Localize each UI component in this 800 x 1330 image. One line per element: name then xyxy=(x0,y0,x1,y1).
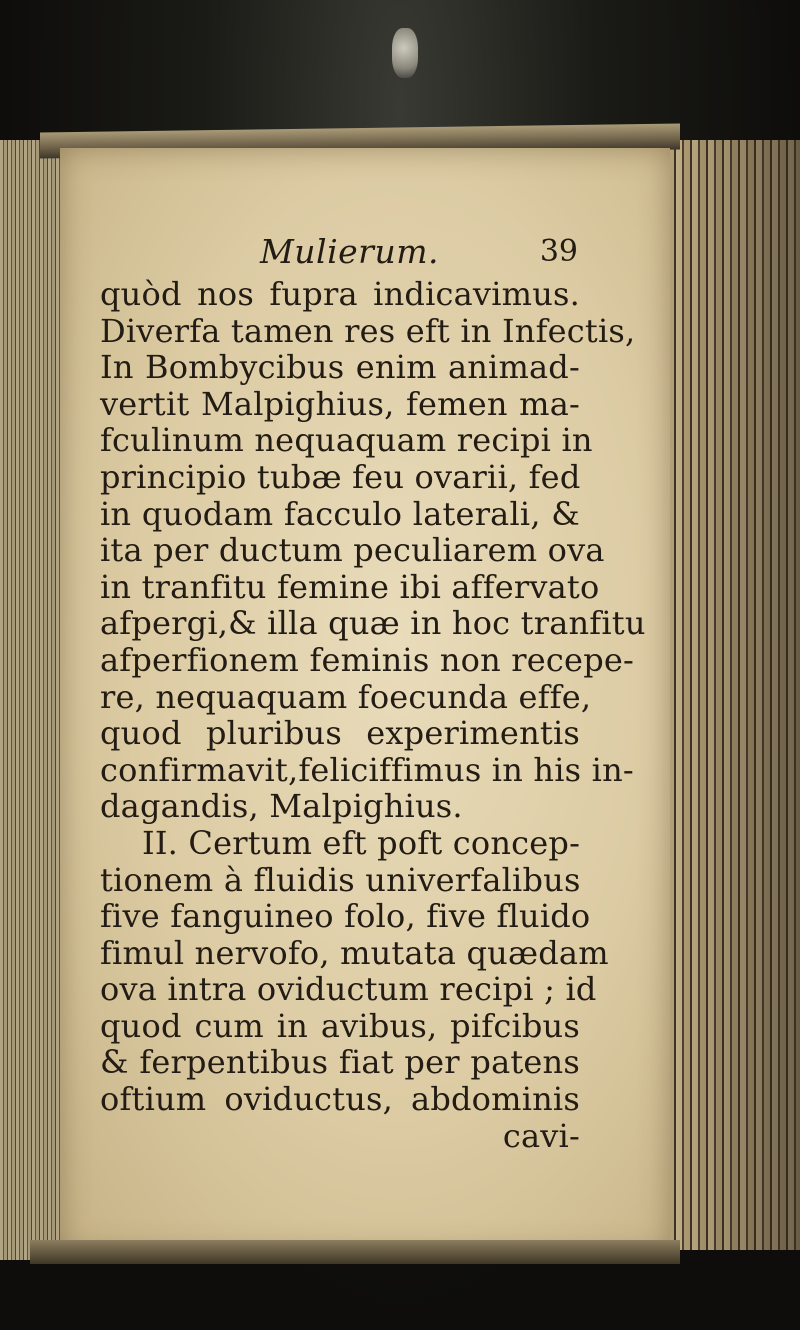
text-line: & ferpentibus fiat per patens xyxy=(100,1043,580,1082)
text-line: re, nequaquam foecunda effe, xyxy=(100,677,592,716)
running-head: Mulierum. xyxy=(260,232,439,271)
page-header xyxy=(100,232,580,272)
text-line: quod cum in avibus, pifcibus xyxy=(100,1006,580,1045)
text-line: fculinum nequaquam recipi in xyxy=(100,421,593,460)
text-line: principio tubæ feu ovarii, fed xyxy=(100,457,581,496)
text-line: oftium oviductus, abdominis xyxy=(100,1080,580,1119)
text-line: five fanguineo folo, five fluido xyxy=(100,897,591,936)
page-text xyxy=(100,232,646,1155)
text-line: in quodam facculo laterali, & xyxy=(100,494,580,533)
text-line: afperfionem feminis non recepe- xyxy=(100,640,635,679)
text-line: ita per ductum peculiarem ova xyxy=(100,531,605,570)
text-line: Diverfa tamen res eft in Infectis, xyxy=(100,311,636,350)
text-line: fimul nervofo, mutata quædam xyxy=(100,933,609,972)
book-clip xyxy=(392,28,418,78)
text-line: quod pluribus experimentis xyxy=(100,714,580,753)
left-page-stack xyxy=(0,140,60,1260)
text-line: In Bombycibus enim animad- xyxy=(100,348,580,387)
text-line: confirmavit,feliciffimus in his in- xyxy=(100,750,634,789)
text-line: II. Certum eft poft concep- xyxy=(142,823,581,862)
catchword: cavi- xyxy=(502,1116,580,1155)
text-line: ova intra oviductum recipi ; id xyxy=(100,970,597,1009)
text-line: vertit Malpighius, femen ma- xyxy=(100,384,580,423)
right-page-stack xyxy=(660,140,800,1250)
text-line: dagandis, Malpighius. xyxy=(100,787,463,826)
text-line: quòd nos fupra indicavimus. xyxy=(100,275,580,313)
page-number: 39 xyxy=(539,234,578,269)
text-line: in tranfitu femine ibi affervato xyxy=(100,567,600,606)
bottom-page-edge xyxy=(30,1240,680,1264)
text-line: tionem à fluidis univerfalibus xyxy=(100,860,581,899)
text-line: afpergi,& illa quæ in hoc tranfitu xyxy=(100,604,646,643)
